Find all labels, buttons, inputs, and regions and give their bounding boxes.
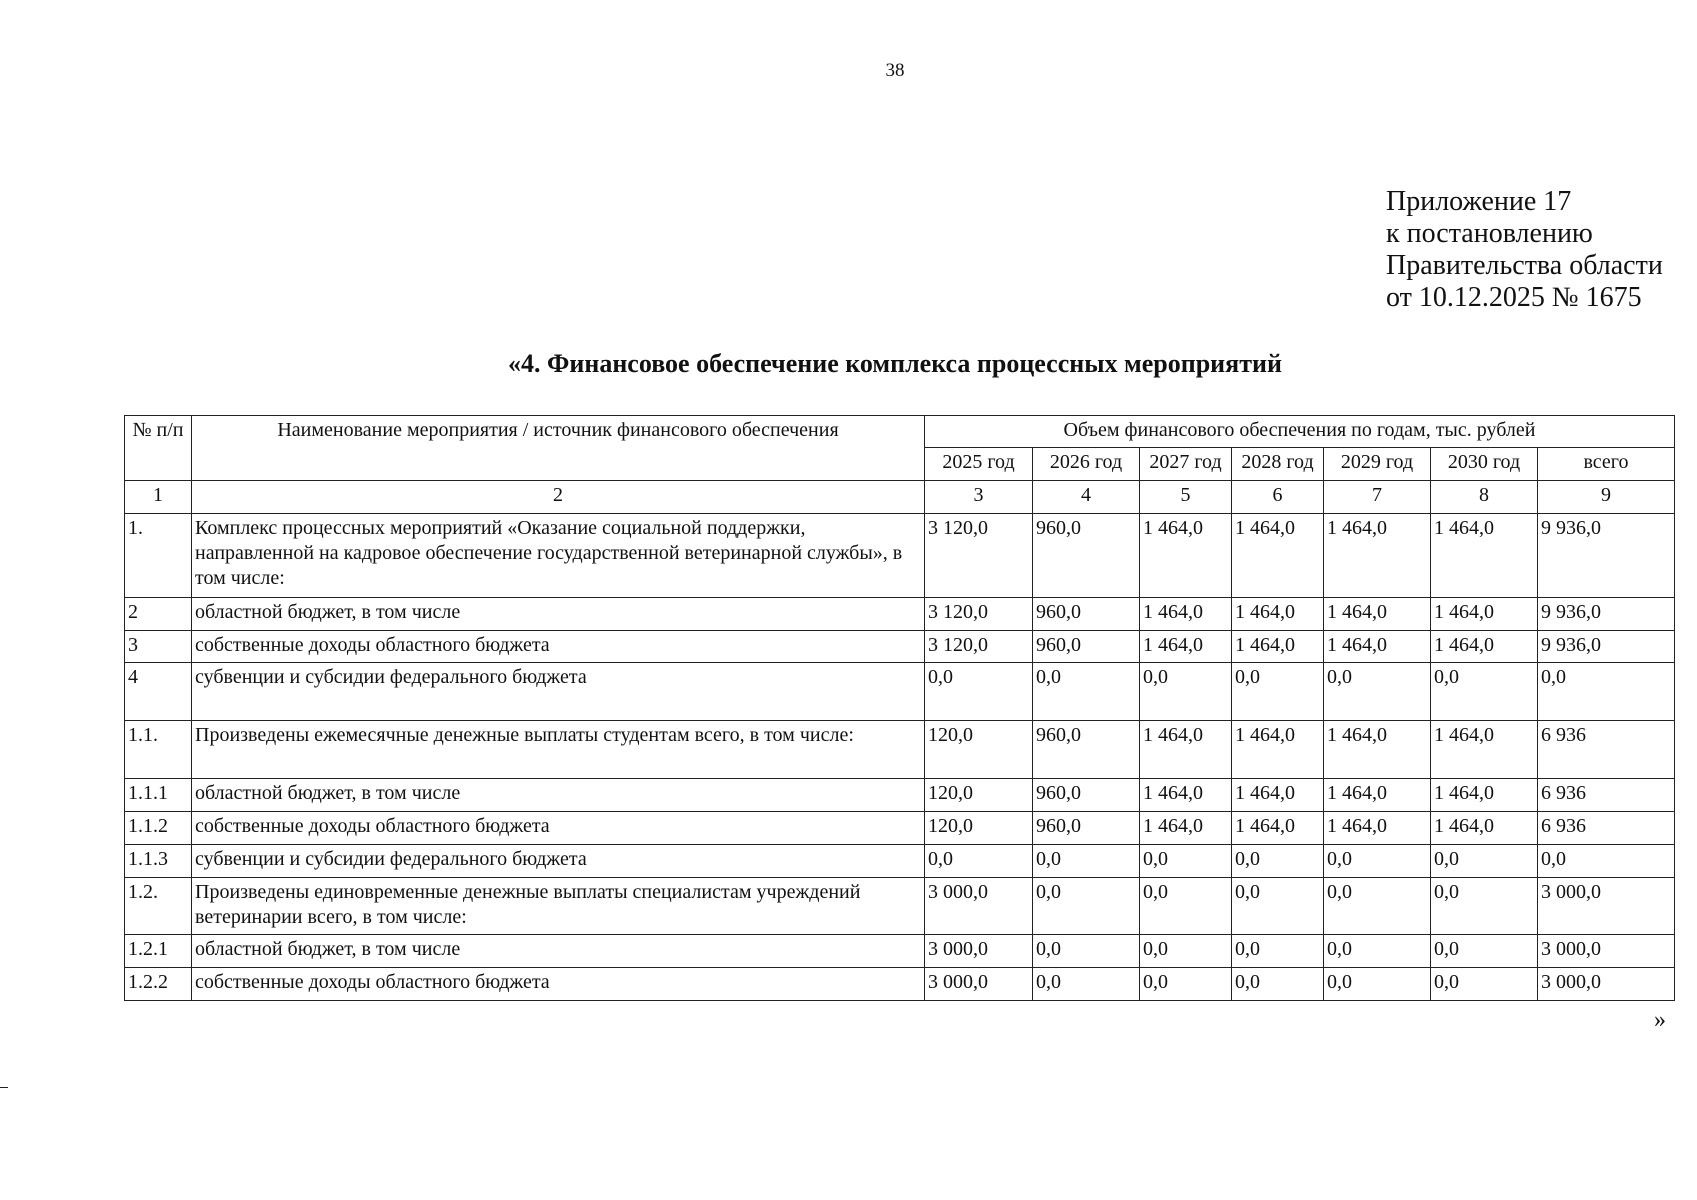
header-name: Наименование мероприятия / источник финансового обеспечения [192, 416, 925, 481]
row-year-value: 3 120,0 [925, 514, 1033, 598]
row-number: 1.2.1 [125, 935, 192, 968]
column-number: 8 [1431, 481, 1538, 514]
column-number: 7 [1324, 481, 1431, 514]
row-year-value: 1 464,0 [1140, 514, 1232, 598]
row-year-value: 960,0 [1033, 812, 1140, 845]
row-year-value: 3 120,0 [925, 631, 1033, 663]
table-row [125, 721, 1675, 779]
row-year-value: 0,0 [1232, 968, 1324, 1001]
row-year-value: 0,0 [1232, 663, 1324, 721]
column-number: 6 [1232, 481, 1324, 514]
column-number: 1 [125, 481, 192, 514]
row-year-value: 960,0 [1033, 514, 1140, 598]
row-year-value: 0,0 [1431, 935, 1538, 968]
row-year-value: 0,0 [1033, 878, 1140, 935]
header-year: 2026 год [1033, 448, 1140, 481]
column-number: 4 [1033, 481, 1140, 514]
appendix-line-1: Приложение 17 [1386, 186, 1572, 217]
row-year-value: 0,0 [1431, 878, 1538, 935]
row-name: Произведены ежемесячные денежные выплаты студентам всего, в том числе: [192, 721, 925, 779]
row-year-value: 0,0 [1431, 845, 1538, 878]
row-total-value: 6 936 [1538, 779, 1675, 812]
appendix-block [1386, 186, 1663, 314]
row-total-value: 9 936,0 [1538, 631, 1675, 663]
row-year-value: 1 464,0 [1431, 779, 1538, 812]
row-year-value: 0,0 [1140, 663, 1232, 721]
header-num: № п/п [125, 416, 192, 481]
row-total-value: 0,0 [1538, 845, 1675, 878]
row-year-value: 1 464,0 [1140, 812, 1232, 845]
row-total-value: 3 000,0 [1538, 878, 1675, 935]
header-volume: Объем финансового обеспечения по годам, тыс. рублей [925, 416, 1675, 448]
appendix-line-2: к постановлению [1386, 218, 1593, 249]
row-year-value: 1 464,0 [1232, 721, 1324, 779]
row-year-value: 3 120,0 [925, 598, 1033, 631]
row-year-value: 0,0 [925, 663, 1033, 721]
row-number: 1.1.3 [125, 845, 192, 878]
row-year-value: 960,0 [1033, 631, 1140, 663]
row-year-value: 1 464,0 [1324, 779, 1431, 812]
row-number: 2 [125, 598, 192, 631]
row-name: Произведены единовременные денежные выплаты специалистам учреждений ветеринарии всего, в том числе: [192, 878, 925, 935]
row-year-value: 1 464,0 [1324, 631, 1431, 663]
row-year-value: 1 464,0 [1140, 598, 1232, 631]
column-number: 5 [1140, 481, 1232, 514]
row-year-value: 1 464,0 [1232, 598, 1324, 631]
row-year-value: 0,0 [1324, 935, 1431, 968]
header-total: всего [1538, 448, 1675, 481]
appendix-line-4: от 10.12.2025 № 1675 [1386, 282, 1642, 313]
row-year-value: 0,0 [1033, 935, 1140, 968]
row-year-value: 960,0 [1033, 721, 1140, 779]
row-number: 1.1.2 [125, 812, 192, 845]
row-year-value: 960,0 [1033, 779, 1140, 812]
row-year-value: 120,0 [925, 721, 1033, 779]
column-number: 3 [925, 481, 1033, 514]
row-total-value: 6 936 [1538, 812, 1675, 845]
row-year-value: 0,0 [1232, 845, 1324, 878]
row-year-value: 1 464,0 [1324, 514, 1431, 598]
header-row-colnums [125, 481, 1675, 514]
row-name: областной бюджет, в том числе [192, 935, 925, 968]
row-year-value: 1 464,0 [1431, 812, 1538, 845]
row-number: 1.2.2 [125, 968, 192, 1001]
row-year-value: 1 464,0 [1431, 598, 1538, 631]
row-total-value: 9 936,0 [1538, 514, 1675, 598]
table-row [125, 663, 1675, 721]
row-year-value: 0,0 [1431, 663, 1538, 721]
row-year-value: 0,0 [1324, 968, 1431, 1001]
row-name: областной бюджет, в том числе [192, 779, 925, 812]
closing-quote: » [1654, 1007, 1666, 1033]
row-year-value: 3 000,0 [925, 935, 1033, 968]
row-year-value: 1 464,0 [1232, 631, 1324, 663]
table-row [125, 968, 1675, 1001]
row-name: Комплекс процессных мероприятий «Оказание социальной поддержки, направленной на кадровое обеспечение государственной ветеринарной службы», в том числе: [192, 514, 925, 598]
row-year-value: 0,0 [1033, 663, 1140, 721]
row-total-value: 3 000,0 [1538, 968, 1675, 1001]
row-year-value: 1 464,0 [1232, 514, 1324, 598]
header-year: 2029 год [1324, 448, 1431, 481]
row-name: собственные доходы областного бюджета [192, 631, 925, 663]
row-year-value: 0,0 [1140, 935, 1232, 968]
table-row [125, 598, 1675, 631]
row-name: субвенции и субсидии федерального бюджета [192, 845, 925, 878]
document-title: «4. Финансовое обеспечение комплекса процессных мероприятий [508, 349, 1282, 378]
row-year-value: 3 000,0 [925, 878, 1033, 935]
row-number: 3 [125, 631, 192, 663]
row-year-value: 1 464,0 [1140, 721, 1232, 779]
row-year-value: 0,0 [1232, 878, 1324, 935]
table-row [125, 812, 1675, 845]
column-number: 9 [1538, 481, 1675, 514]
row-year-value: 1 464,0 [1324, 812, 1431, 845]
row-year-value: 1 464,0 [1232, 779, 1324, 812]
header-year: 2028 год [1232, 448, 1324, 481]
row-year-value: 0,0 [1140, 878, 1232, 935]
row-total-value: 3 000,0 [1538, 935, 1675, 968]
table-row [125, 514, 1675, 598]
row-year-value: 0,0 [1033, 968, 1140, 1001]
row-year-value: 1 464,0 [1140, 631, 1232, 663]
row-year-value: 0,0 [1140, 968, 1232, 1001]
row-year-value: 1 464,0 [1431, 514, 1538, 598]
row-year-value: 0,0 [1140, 845, 1232, 878]
row-number: 1.1. [125, 721, 192, 779]
header-row-1 [125, 416, 1675, 448]
row-total-value: 0,0 [1538, 663, 1675, 721]
row-number: 1.2. [125, 878, 192, 935]
column-number: 2 [192, 481, 925, 514]
row-year-value: 120,0 [925, 812, 1033, 845]
table-row [125, 845, 1675, 878]
row-year-value: 1 464,0 [1431, 721, 1538, 779]
row-year-value: 0,0 [1324, 845, 1431, 878]
row-year-value: 1 464,0 [1324, 598, 1431, 631]
row-number: 1. [125, 514, 192, 598]
row-total-value: 6 936 [1538, 721, 1675, 779]
row-year-value: 3 000,0 [925, 968, 1033, 1001]
row-name: субвенции и субсидии федерального бюджета [192, 663, 925, 721]
appendix-line-3: Правительства области [1386, 250, 1663, 281]
table-row [125, 779, 1675, 812]
row-number: 1.1.1 [125, 779, 192, 812]
row-year-value: 960,0 [1033, 598, 1140, 631]
row-year-value: 1 464,0 [1232, 812, 1324, 845]
row-year-value: 0,0 [925, 845, 1033, 878]
header-year: 2027 год [1140, 448, 1232, 481]
row-year-value: 1 464,0 [1140, 779, 1232, 812]
row-year-value: 0,0 [1431, 968, 1538, 1001]
edge-mark [0, 1087, 8, 1088]
row-total-value: 9 936,0 [1538, 598, 1675, 631]
page-number: 38 [885, 60, 905, 81]
financing-table [124, 415, 1675, 1001]
row-year-value: 0,0 [1324, 878, 1431, 935]
row-number: 4 [125, 663, 192, 721]
header-year: 2025 год [925, 448, 1033, 481]
table-row [125, 631, 1675, 663]
row-name: областной бюджет, в том числе [192, 598, 925, 631]
row-year-value: 120,0 [925, 779, 1033, 812]
row-year-value: 1 464,0 [1431, 631, 1538, 663]
row-name: собственные доходы областного бюджета [192, 968, 925, 1001]
row-year-value: 1 464,0 [1324, 721, 1431, 779]
header-year: 2030 год [1431, 448, 1538, 481]
table-row [125, 878, 1675, 935]
table-row [125, 935, 1675, 968]
row-year-value: 0,0 [1232, 935, 1324, 968]
row-name: собственные доходы областного бюджета [192, 812, 925, 845]
row-year-value: 0,0 [1324, 663, 1431, 721]
row-year-value: 0,0 [1033, 845, 1140, 878]
